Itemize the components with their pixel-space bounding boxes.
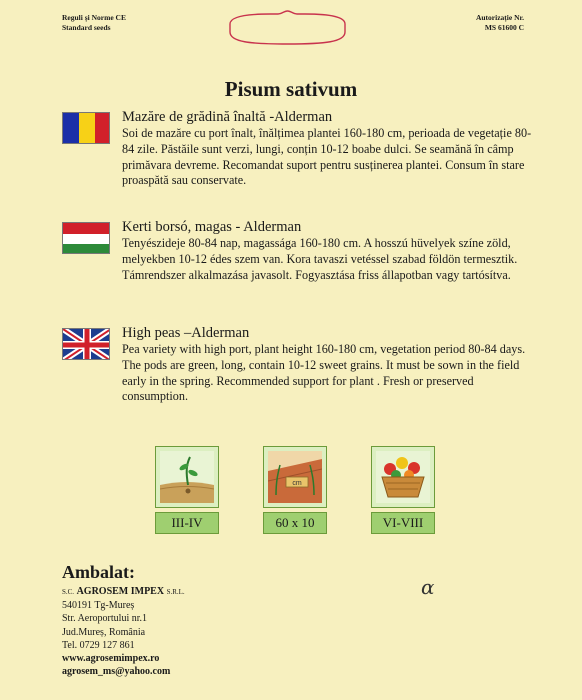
- sowing-icon: [155, 446, 219, 508]
- standards-info: Reguli și Norme CE Standard seeds: [62, 13, 126, 32]
- harvest-basket-icon: [371, 446, 435, 508]
- section-english: [62, 325, 532, 405]
- section-romanian: [62, 109, 532, 189]
- sowing-period-label: III-IV: [155, 512, 219, 534]
- en-description: Pea variety with high port, plant height 160-180 cm, vegetation period 80-84 days. The pods are green, long, contain 10-12 sweet grains. It must be sown in the field early in the spring. Recommended support for plant . Fresh or preserved consumption.: [122, 342, 526, 404]
- address-line-1: 540191 Tg-Mureș: [62, 600, 135, 612]
- company-name: S.C. AGROSEM IMPEX S.R.L.: [62, 586, 185, 597]
- authorization-info: Autorizație Nr. MS 61600 C: [475, 13, 524, 32]
- address-line-2: Str. Aeroportului nr.1: [62, 613, 147, 625]
- svg-text:cm: cm: [292, 480, 302, 487]
- hu-heading: Kerti borsó, magas - Alderman: [122, 219, 302, 235]
- romania-flag-icon: [62, 112, 110, 144]
- ambalat-title: Ambalat:: [62, 562, 135, 582]
- address-line-3: Jud.Mureș, România: [62, 626, 146, 638]
- hungary-flag-icon: [62, 222, 110, 254]
- packager-info: [62, 562, 185, 678]
- cultivation-icons: [150, 446, 430, 536]
- email-link[interactable]: agrosem_ms@yahoo.com: [62, 666, 171, 678]
- spacing-icon: [263, 446, 327, 508]
- hu-description: Tenyészideje 80-84 nap, magassága 160-180 cm. A hosszú hüvelyek színe zöld, melyekben 10-12 édes szem van. Kora tavaszi vetéssel szabad földön termesztik. Támrendszer alkalmazása javasolt. Fogyasztása friss állapotban vagy tartósítva.: [122, 236, 518, 282]
- brand-logo: α: [421, 575, 435, 599]
- species-title: Pisum sativum: [224, 77, 358, 101]
- harvest-period-label: VI-VIII: [371, 512, 435, 534]
- website-link[interactable]: www.agrosemimpex.ro: [62, 653, 160, 665]
- en-heading: High peas –Alderman: [122, 325, 250, 341]
- uk-flag-icon: [62, 328, 110, 360]
- spacing-label: 60 x 10: [263, 512, 327, 534]
- hang-hole-icon: [220, 10, 355, 46]
- section-hungarian: [62, 219, 532, 283]
- ro-description: Soi de mazăre cu port înalt, înălțimea plantei 160-180 cm, perioada de vegetație 80-84 zile. Păstăile sunt verzi, lungi, conțin 10-12 boabe dulci. Se seamănă în câmp primăvara devreme. Recomandat suport pentru susținerea plantei. Consum în stare proaspătă sau conservate.: [122, 126, 532, 188]
- phone: Tel. 0729 127 861: [62, 639, 135, 651]
- ro-heading: Mazăre de grădină înaltă -Alderman: [122, 109, 333, 125]
